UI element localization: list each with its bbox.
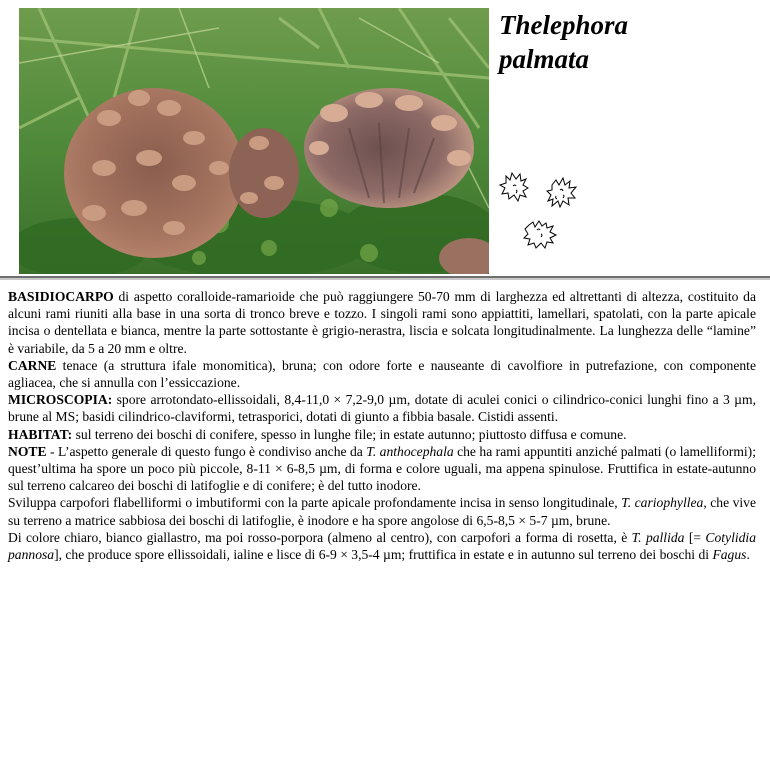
section-divider [0, 276, 770, 281]
note-paragraph [8, 443, 756, 495]
spore-sketch-icon [498, 168, 588, 254]
species-title-epithet: palmata [499, 44, 590, 74]
habitat-text: sul terreno dei boschi di conifere, spesso in lunghe file; in estate autunno; piuttosto diffusa e comune. [72, 426, 627, 442]
note-text-a: - L’aspetto generale di questo fungo è condiviso anche da [46, 443, 367, 459]
fungus-photo [19, 8, 489, 274]
species-name-pallida: T. pallida [631, 529, 685, 545]
microscopia-label: MICROSCOPIA: [8, 392, 113, 408]
paragraph3-text-c: ], che produce spore ellissoidali, ialine e lisce di 6-9 × 3,5-4 µm; fruttifica in estate e in autunno sul terreno dei boschi di [54, 547, 713, 563]
microscopia-text: spore arrotondato-ellissoidali, 8,4-11,0 × 7,2-9,0 µm, dotate di aculei conici o cilindrico-conici lunghi fino a 3 µm, brune al MS; basidi cilindrico-claviformi, tetrasporici, dotati di giunto a fibbia basale. Cistidi assenti. [8, 392, 756, 425]
species-title [499, 8, 628, 76]
species-title-genus: Thelephora [499, 10, 629, 40]
paragraph2-text-b: , che vive su terreno a matrice sabbiosa dei boschi di latifoglie, è inodore e ha spore angolose di 6,5-8,5 × 5-7 µm, brune. [8, 495, 757, 528]
species-name-anthocephala: T. anthocephala [366, 443, 454, 459]
carne-paragraph [8, 357, 756, 391]
species-name-cotylidia: Cotylidia pannosa [8, 529, 757, 563]
paragraph2-text-a: Sviluppa carpofori flabelliformi o imbutiformi con la parte apicale profondamente incisa in senso longitudinale, [8, 495, 622, 511]
microscopia-paragraph [8, 391, 756, 425]
basidiocarpo-label: BASIDIOCARPO [8, 289, 114, 304]
carne-text: tenace (a struttura ifale monomitica), bruna; con odore forte e nauseante di cavolfiore in putrefazione, con componente agliacea, che si annulla con l’essiccazione. [8, 357, 756, 391]
habitat-paragraph [8, 426, 756, 443]
carne-label: CARNE [8, 357, 57, 373]
note-text-b: che ha rami appuntiti anziché palmati (o lamelliformi); quest’ultima ha spore un poco più piccole, 8-11 × 6-8,5 µm, di forma e colore uguali, ma appena spinulose. Fruttifica in estate-autunno sul terreno calcareo dei boschi di latifoglie e di conifere; è del tutto inodore. [8, 443, 756, 494]
spore-icon [500, 173, 528, 201]
genus-name-fagus: Fagus [712, 547, 747, 563]
fungus-photo-illustration [19, 8, 489, 274]
description-body [8, 288, 756, 563]
cariophyllea-paragraph [8, 494, 756, 528]
paragraph3-text-b: [= [684, 529, 706, 545]
basidiocarpo-paragraph [8, 288, 756, 357]
paragraph3-text-d: . [746, 547, 750, 563]
basidiocarpo-text: di aspetto coralloide-ramarioide che può raggiungere 50-70 mm di larghezza ed altrettanti di altezza, costituito da alcuni rami riuniti alla base in una sorta di tronco breve e tozzo. I singoli rami sono appiattiti, lamellari, spatolati, con la parte apicale incisa o dentellata e bianca, mentre la parte sottostante è grigio-nerastra, liscia e solcata longitudinalmente. La lunghezza delle “lamine” è variabile, da 5 a 20 mm e oltre. [8, 289, 756, 356]
species-name-cariophyllea: T. cariophyllea [621, 495, 704, 511]
spore-icon [547, 178, 576, 207]
spore-icon [524, 221, 556, 248]
note-label: NOTE [8, 443, 47, 459]
paragraph3-text-a: Di colore chiaro, bianco giallastro, ma poi rosso-porpora (almeno al centro), con carpofori a forma di rosetta, è [8, 529, 632, 545]
pallida-paragraph [8, 529, 756, 563]
habitat-label: HABITAT: [8, 426, 73, 442]
